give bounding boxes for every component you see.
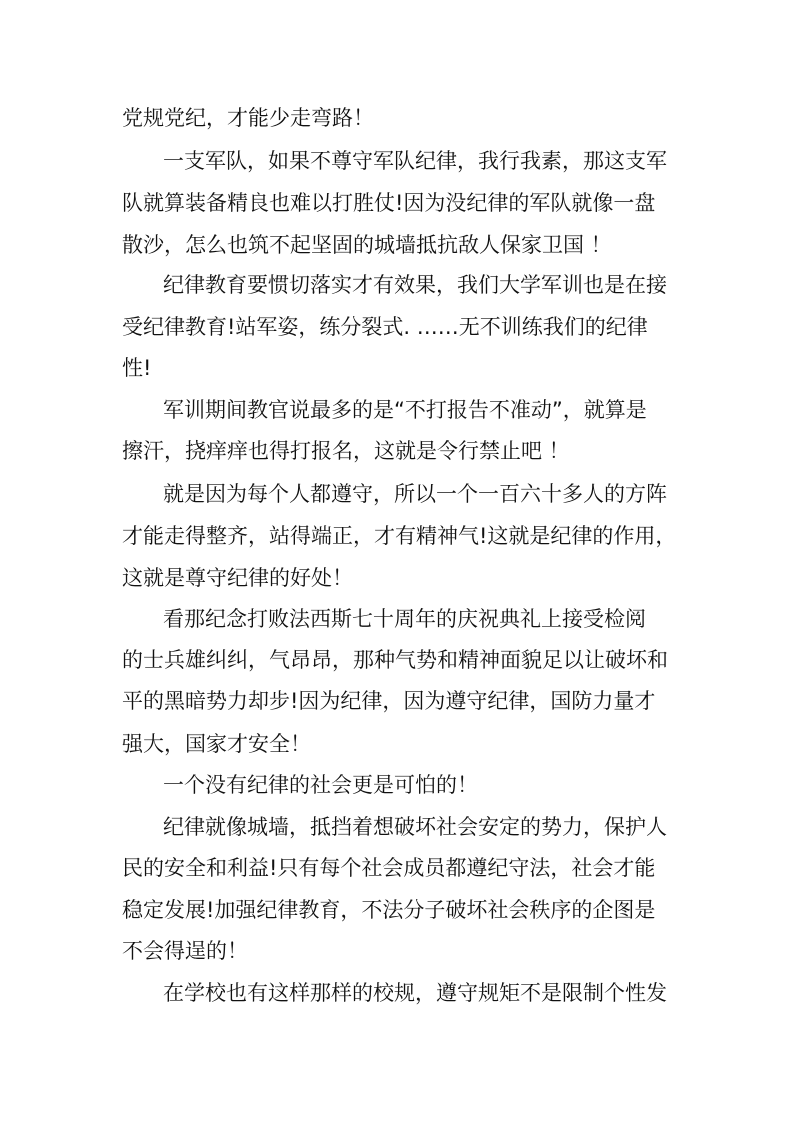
text-line: 擦汗，挠痒痒也得打报名，这就是令行禁止吧 ！ — [122, 439, 570, 463]
text-line: 散沙，怎么也筑不起坚固的城墙抵抗敌人保家卫国 ！ — [122, 233, 612, 257]
text-line: 就是因为每个人都遵守，所以一个一百六十多人的方阵 — [163, 482, 667, 506]
text-line: 在学校也有这样那样的校规，遵守规矩不是限制个性发 — [163, 981, 667, 1005]
text-line: 纪律就像城墙，抵挡着想破坏社会安定的势力，保护人 — [163, 815, 667, 839]
text-line: 稳定发展!加强纪律教育，不法分子破坏社会秩序的企图是 — [122, 898, 656, 922]
text-line: 党规党纪，才能少走弯路！ — [122, 106, 374, 130]
text-line: 一支军队，如果不尊守军队纪律，我行我素，那这支军 — [163, 149, 667, 173]
text-line: 民的安全和利益!只有每个社会成员都遵纪守法，社会才能 — [122, 856, 656, 880]
text-line: 不会得逞的！ — [122, 939, 248, 963]
text-line: 看那纪念打败法西斯七十周年的庆祝典礼上接受检阅 — [163, 607, 646, 631]
text-line: 纪律教育要惯切落实才有效果，我们大学军训也是在接 — [163, 273, 667, 297]
text-line: 受纪律教育!站军姿，练分裂式. ……无不训练我们的纪律 — [122, 315, 648, 339]
text-line: 性! — [122, 356, 152, 380]
text-line: 队就算装备精良也难以打胜仗!因为没纪律的军队就像一盘 — [122, 191, 656, 215]
text-line: 强大，国家才安全！ — [122, 732, 311, 756]
text-line: 才能走得整齐，站得端正，才有精神气!这就是纪律的作用， — [122, 524, 677, 548]
text-line: 这就是尊守纪律的好处！ — [122, 566, 353, 590]
text-line: 平的黑暗势力却步!因为纪律，因为遵守纪律，国防力量才 — [122, 689, 656, 713]
text-line: 军训期间教官说最多的是“不打报告不准动”，就算是 — [163, 398, 647, 422]
text-line: 一个没有纪律的社会更是可怕的！ — [163, 773, 478, 797]
text-line: 的士兵雄纠纠，气昂昂，那种气势和精神面貌足以让破坏和 — [122, 648, 668, 672]
